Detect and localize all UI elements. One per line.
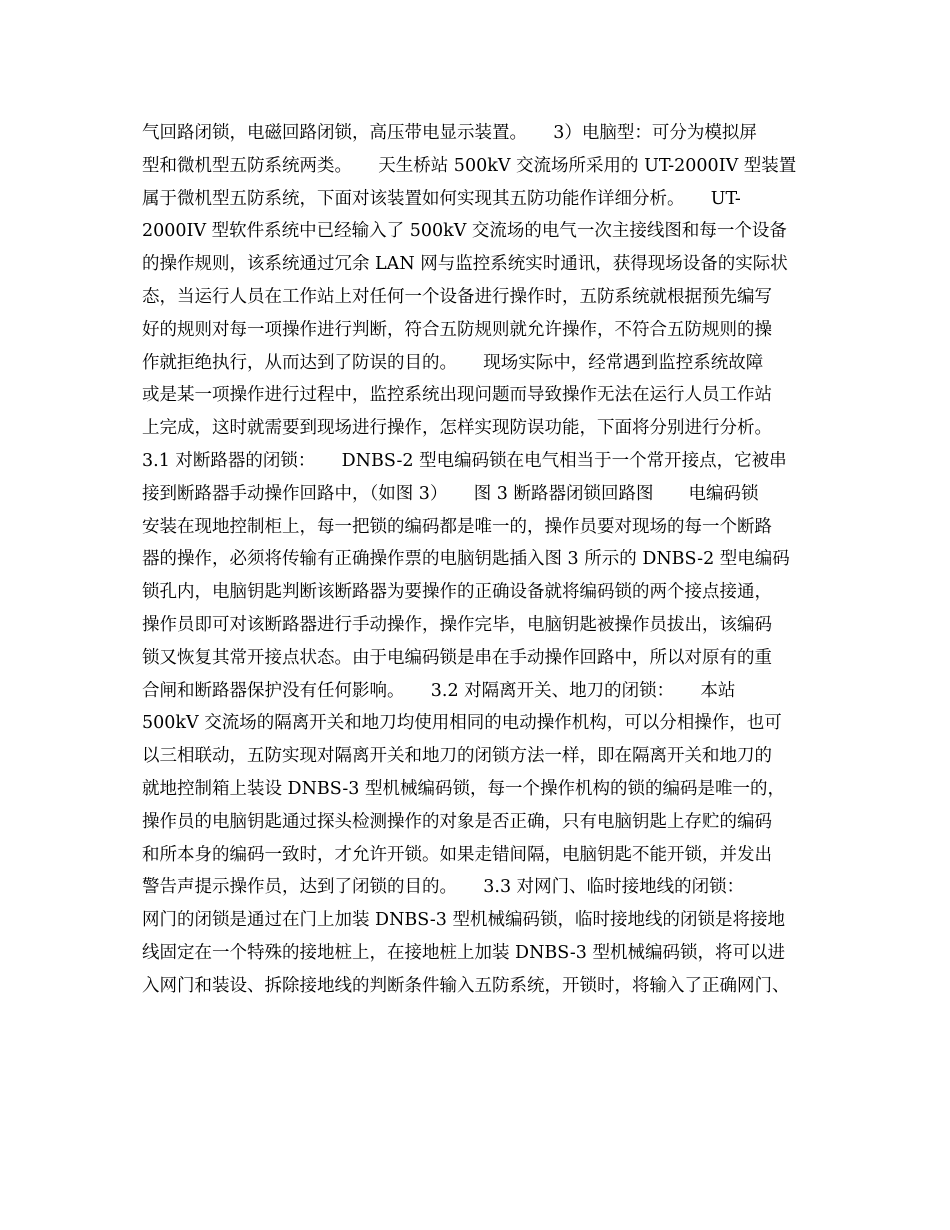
text-line-20: 以三相联动，五防实现对隔离开关和地刀的闭锁方法一样，即在隔离开关和地刀的 bbox=[142, 746, 772, 767]
text-line-4: 2000IV 型软件系统中已经输入了 500kV 交流场的电气一次主接线图和每一个设备 bbox=[142, 221, 787, 242]
text-line-17: 锁又恢复其常开接点状态。由于电编码锁是串在手动操作回路中，所以对原有的重 bbox=[142, 647, 772, 668]
text-line-18: 合闸和断路器保护没有任何影响。 3.2 对隔离开关、地刀的闭锁： 本站 bbox=[142, 680, 736, 701]
body-text bbox=[142, 117, 822, 1003]
text-line-12: 接到断路器手动操作回路中，（如图 3） 图 3 断路器闭锁回路图 电编码锁 bbox=[142, 483, 759, 504]
text-line-8: 作就拒绝执行，从而达到了防误的目的。 现场实际中，经常遇到监控系统故障 bbox=[142, 352, 764, 373]
text-line-7: 好的规则对每一项操作进行判断，符合五防规则就允许操作，不符合五防规则的操 bbox=[142, 319, 772, 340]
text-line-13: 安装在现地控制柜上，每一把锁的编码都是唯一的，操作员要对现场的每一个断路 bbox=[142, 516, 772, 537]
text-line-2: 型和微机型五防系统两类。 天生桥站 500kV 交流场所采用的 UT-2000IV 型装置 bbox=[142, 155, 797, 176]
text-line-23: 和所本身的编码一致时，才允许开锁。如果走错间隔，电脑钥匙不能开锁，并发出 bbox=[142, 844, 772, 865]
text-line-6: 态，当运行人员在工作站上对任何一个设备进行操作时，五防系统就根据预先编写 bbox=[142, 286, 772, 307]
text-line-16: 操作员即可对该断路器进行手动操作，操作完毕，电脑钥匙被操作员拔出，该编码 bbox=[142, 614, 772, 635]
text-line-26: 线固定在一个特殊的接地桩上，在接地桩上加装 DNBS-3 型机械编码锁，将可以进 bbox=[142, 942, 786, 963]
text-line-5: 的操作规则，该系统通过冗余 LAN 网与监控系统实时通讯，获得现场设备的实际状 bbox=[142, 254, 788, 275]
text-line-14: 器的操作，必须将传输有正确操作票的电脑钥匙插入图 3 所示的 DNBS-2 型电编码 bbox=[142, 549, 790, 570]
text-line-3: 属于微机型五防系统，下面对该装置如何实现其五防功能作详细分析。 UT- bbox=[142, 188, 741, 209]
text-line-1: 气回路闭锁，电磁回路闭锁，高压带电显示装置。 3）电脑型：可分为模拟屏 bbox=[142, 123, 757, 143]
text-line-9: 或是某一项操作进行过程中，监控系统出现问题而导致操作无法在运行人员工作站 bbox=[142, 385, 772, 406]
text-line-11: 3.1 对断路器的闭锁： DNBS-2 型电编码锁在电气相当于一个常开接点，它被串 bbox=[142, 450, 787, 471]
text-line-10: 上完成，这时就需要到现场进行操作，怎样实现防误功能，下面将分别进行分析。 bbox=[142, 418, 772, 439]
text-line-24: 警告声提示操作员，达到了闭锁的目的。 3.3 对网门、临时接地线的闭锁： bbox=[142, 877, 745, 898]
text-line-21: 就地控制箱上装设 DNBS-3 型机械编码锁，每一个操作机构的锁的编码是唯一的， bbox=[142, 778, 786, 799]
text-line-25: 网门的闭锁是通过在门上加装 DNBS-3 型机械编码锁，临时接地线的闭锁是将接地 bbox=[142, 910, 786, 931]
text-line-27: 入网门和装设、拆除接地线的判断条件输入五防系统，开锁时，将输入了正确网门、 bbox=[142, 975, 790, 996]
text-line-19: 500kV 交流场的隔离开关和地刀均使用相同的电动操作机构，可以分相操作，也可 bbox=[142, 713, 782, 734]
text-line-15: 锁孔内，电脑钥匙判断该断路器为要操作的正确设备就将编码锁的两个接点接通， bbox=[142, 582, 772, 603]
text-line-22: 操作员的电脑钥匙通过探头检测操作的对象是否正确，只有电脑钥匙上存贮的编码 bbox=[142, 811, 772, 832]
